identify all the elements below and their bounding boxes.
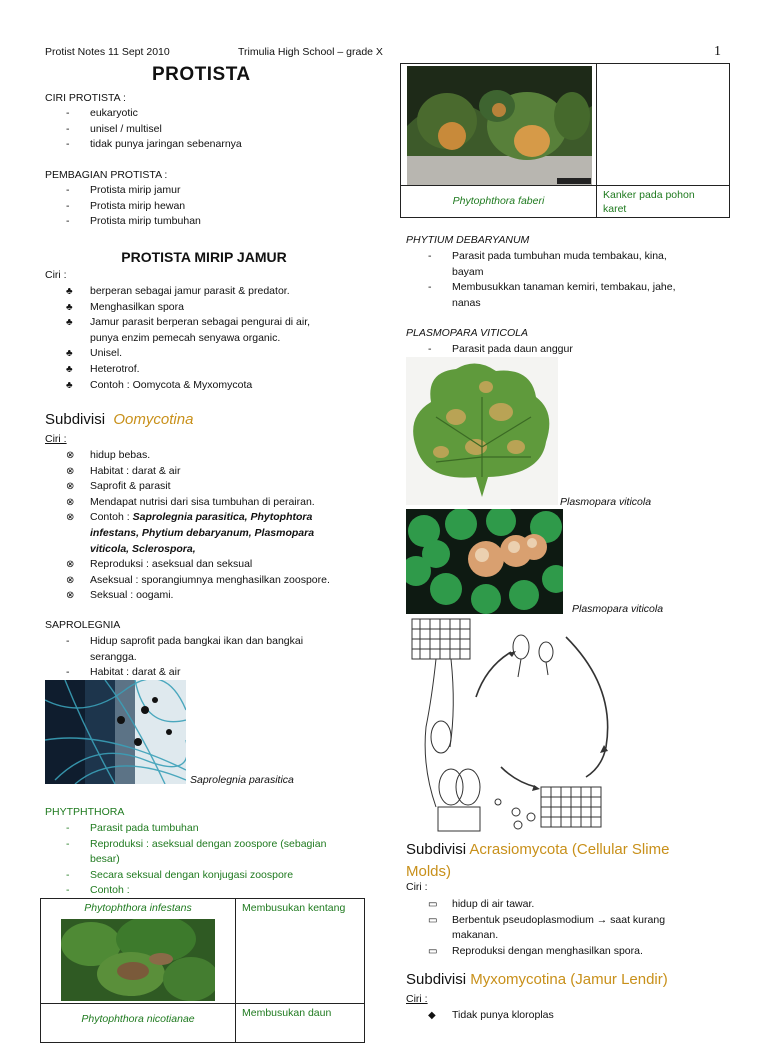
club-bullet-icon: ♣ <box>66 286 73 297</box>
list-item: ♣ Menghasilkan spora <box>90 300 360 316</box>
faberi-desc-cell <box>596 185 730 218</box>
list-item: - Protista mirip hewan <box>66 199 186 212</box>
plasmopara-caption-1: Plasmopara viticola <box>560 496 652 508</box>
circle-x-bullet-icon: ⊗ <box>66 574 75 586</box>
list-item: ♣ berperan sebagai jamur parasit & predator. <box>90 284 360 300</box>
list-item: - Membusukkan tanaman kemiri, tembakau, jahe, <box>428 281 676 293</box>
myxo-heading: Subdivisi Myxomycotina (Jamur Lendir) <box>406 971 668 988</box>
page-number: 1 <box>714 44 721 59</box>
list-item: ▭ Reproduksi dengan menghasilkan spora. <box>452 944 722 960</box>
ciri-protista-list <box>66 106 242 153</box>
phytphthora-list <box>66 821 360 899</box>
list-item: ⊗ Reproduksi : aseksual dan seksual <box>90 557 362 573</box>
faberi-empty-cell <box>596 63 730 186</box>
book-bullet-icon: ▭ <box>428 899 438 910</box>
myxo-ciri-label: Ciri : <box>406 993 428 1005</box>
list-item: - Protista mirip tumbuhan <box>66 215 201 227</box>
list-item: ♣ Unisel. <box>90 346 360 362</box>
circle-x-bullet-icon: ⊗ <box>66 450 75 461</box>
table-cell-nicotianae-desc <box>235 1003 365 1043</box>
jamur-list <box>66 284 360 393</box>
list-item: ⊗ Contoh : Saprolegnia parasitica, Phytophtora <box>90 510 362 526</box>
nicotianae-desc: Membusukan daun <box>242 1007 332 1019</box>
plasmopara-heading: PLASMOPARA VITICOLA <box>406 327 528 339</box>
list-item: - Habitat : darat & air <box>66 666 181 678</box>
circle-x-bullet-icon: ⊗ <box>66 465 75 477</box>
acrasio-heading: Subdivisi Acrasiomycota (Cellular Slime Molds) <box>406 841 670 880</box>
list-item: ♣ Contoh : Oomycota & Myxomycota <box>90 378 360 394</box>
list-item: ⊗ Seksual : oogami. <box>90 588 362 604</box>
list-item: - unisel / multisel <box>66 122 162 135</box>
faberi-image <box>407 66 592 185</box>
phytium-list <box>428 249 732 311</box>
page-title: PROTISTA <box>152 64 251 85</box>
oomycotina-heading: Subdivisi Oomycotina <box>45 411 194 428</box>
grape-leaf-image <box>406 357 558 505</box>
list-item: - tidak punya jaringan sebenarnya <box>66 138 242 150</box>
pembagian-label: PEMBAGIAN PROTISTA : <box>45 169 168 181</box>
list-item: - Parasit pada tumbuhan <box>66 822 199 834</box>
list-item: - Hidup saprofit pada bangkai ikan dan bangkai <box>66 635 304 647</box>
plasmopara-list <box>428 342 573 358</box>
club-bullet-icon: ♣ <box>66 348 73 360</box>
table-cell-infestans <box>40 898 236 1004</box>
list-item: ♣ Jamur parasit berperan sebagai pengurai di air, <box>90 315 360 331</box>
grape-berries-image <box>406 509 563 614</box>
list-item: ⊗ hidup bebas. <box>90 448 362 464</box>
plasmopara-caption-2: Plasmopara viticola <box>572 603 664 615</box>
list-item: - Parasit pada tumbuhan muda tembakau, kina, <box>428 250 667 262</box>
list-item: - Parasit pada daun anggur <box>428 343 573 355</box>
saprolegnia-list <box>66 634 360 681</box>
list-item: ◆ Tidak punya kloroplas <box>452 1008 722 1024</box>
circle-x-bullet-icon: ⊗ <box>66 590 75 602</box>
faberi-name: Phytophthora faberi <box>452 195 545 207</box>
life-cycle-diagram <box>406 617 611 839</box>
list-item: ⊗ Mendapat nutrisi dari sisa tumbuhan di perairan. <box>90 495 362 511</box>
list-item: - Reproduksi : aseksual dengan zoospore (sebagian <box>66 837 327 850</box>
list-item: - Contoh : <box>66 884 130 896</box>
list-item: - eukaryotic <box>66 107 138 119</box>
saprolegnia-image <box>45 680 186 784</box>
club-bullet-icon: ♣ <box>66 317 73 329</box>
list-item-cont: nanas <box>452 296 481 309</box>
phytium-heading: PHYTIUM DEBARYANUM <box>406 234 530 246</box>
pembagian-list <box>66 183 201 230</box>
club-bullet-icon: ♣ <box>66 379 73 391</box>
circle-x-bullet-icon: ⊗ <box>66 496 75 508</box>
header-center: Trimulia High School – grade X <box>238 46 383 58</box>
list-item-cont: besar) <box>90 853 120 865</box>
list-item-cont: serangga. <box>90 650 137 663</box>
list-item: ⊗ Saprofit & parasit <box>90 479 362 495</box>
club-bullet-icon: ♣ <box>66 301 73 313</box>
faberi-name-cell <box>400 185 597 218</box>
table-cell-nicotianae <box>40 1003 236 1043</box>
diamond-bullet-icon: ◆ <box>428 1010 436 1021</box>
phytphthora-heading: PHYTPHTHORA <box>45 806 125 818</box>
oomycotina-ciri-label: Ciri : <box>45 433 67 445</box>
acrasio-ciri-label: Ciri : <box>406 881 428 893</box>
list-item-cont: punya enzim pemecah senyawa organic. <box>90 331 281 344</box>
circle-x-bullet-icon: ⊗ <box>66 559 75 571</box>
list-item: ▭ Berbentuk pseudoplasmodium → saat kurang <box>452 913 722 929</box>
jamur-ciri-label: Ciri : <box>45 269 67 281</box>
infestans-desc: Membusukan kentang <box>242 902 346 914</box>
myxo-list <box>428 1008 722 1024</box>
book-bullet-icon: ▭ <box>428 914 438 926</box>
list-item: ⊗ Aseksual : sporangiumnya menghasilkan zoospore. <box>90 573 362 589</box>
ciri-protista-label: CIRI PROTISTA : <box>45 92 126 104</box>
list-item-cont: infestans, Phytium debaryanum, Plasmopara <box>90 526 315 539</box>
list-item: ⊗ Habitat : darat & air <box>90 464 362 480</box>
list-item-cont: bayam <box>452 265 484 278</box>
faberi-image-cell <box>400 63 597 186</box>
list-item: ♣ Heterotrof. <box>90 362 360 378</box>
saprolegnia-caption: Saprolegnia parasitica <box>190 774 294 786</box>
nicotianae-name: Phytophthora nicotianae <box>81 1013 195 1025</box>
list-item: ▭ hidup di air tawar. <box>452 897 722 913</box>
saprolegnia-heading: SAPROLEGNIA <box>45 619 121 631</box>
infestans-image <box>61 919 215 1001</box>
list-item-cont: makanan. <box>452 929 499 942</box>
book-bullet-icon: ▭ <box>428 945 438 957</box>
acrasio-list <box>428 897 722 959</box>
infestans-name: Phytophthora infestans <box>84 902 192 914</box>
circle-x-bullet-icon: ⊗ <box>66 512 75 524</box>
header-left: Protist Notes 11 Sept 2010 <box>45 46 170 58</box>
list-item: - Protista mirip jamur <box>66 184 181 196</box>
list-item-cont: viticola, Sclerospora, <box>90 542 196 555</box>
oomycotina-list <box>66 448 362 604</box>
section-heading-jamur: PROTISTA MIRIP JAMUR <box>121 249 287 265</box>
circle-x-bullet-icon: ⊗ <box>66 481 75 493</box>
table-cell-infestans-desc <box>235 898 365 1004</box>
list-item: - Secara seksual dengan konjugasi zoospore <box>66 868 294 881</box>
faberi-desc: Kanker pada pohon karet <box>603 189 695 215</box>
club-bullet-icon: ♣ <box>66 363 73 375</box>
